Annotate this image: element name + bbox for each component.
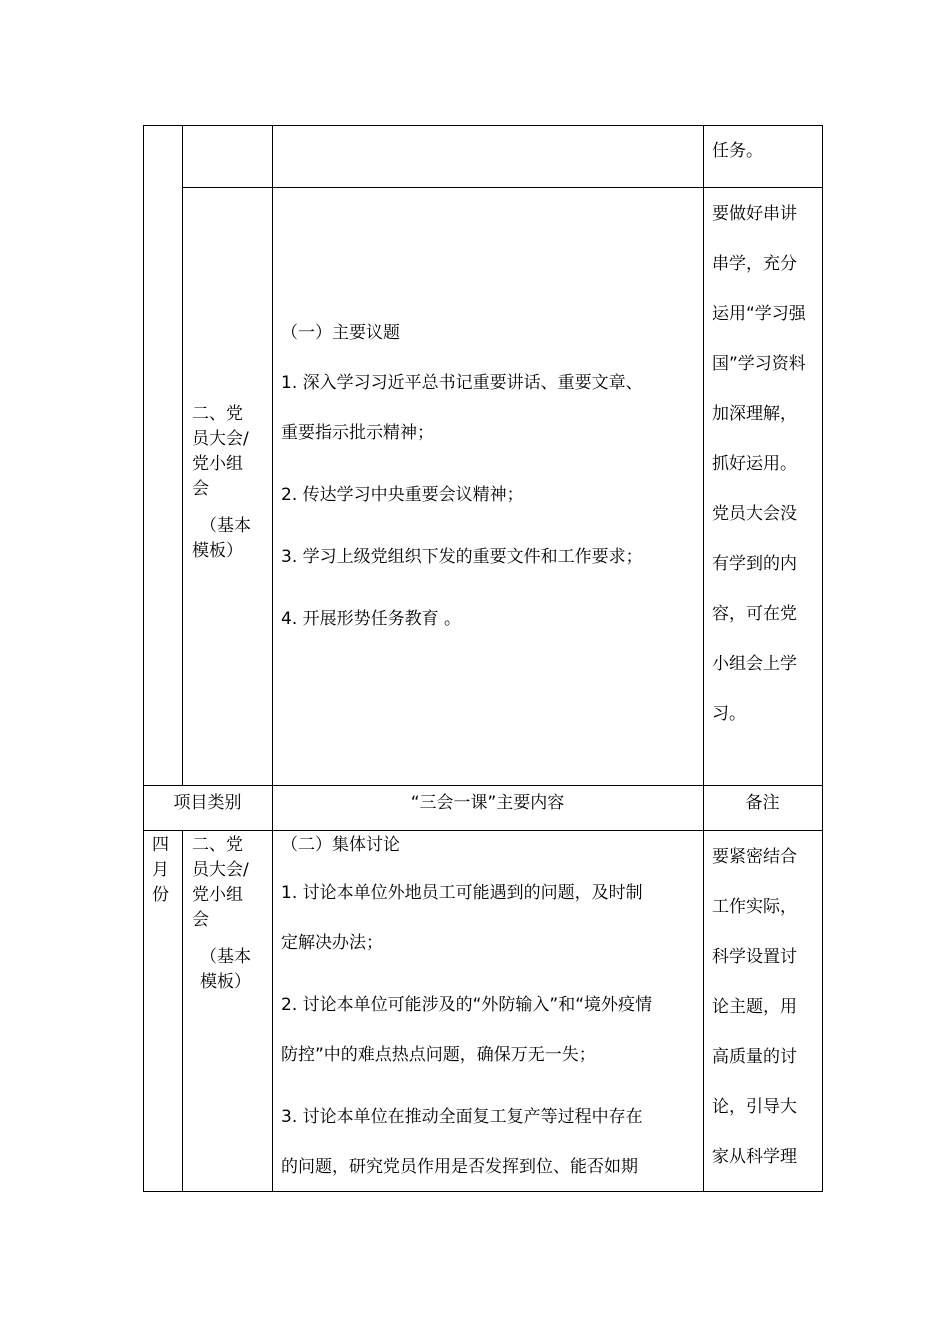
note-line: 容，可在党 — [712, 604, 797, 624]
note-line: 国”学习资料 — [712, 354, 806, 374]
category-line: 模板） — [200, 972, 251, 992]
category-line: 会 — [192, 479, 209, 499]
content-item: 定解决办法； — [281, 933, 383, 953]
row3-month — [152, 833, 169, 908]
note-line: 要紧密结合 — [712, 847, 797, 867]
note-line: 加深理解， — [712, 404, 797, 424]
row2-category — [192, 402, 251, 564]
content-heading: （二）集体讨论 — [281, 835, 400, 855]
note-line: 习。 — [712, 704, 746, 724]
note-line: 科学设置讨 — [712, 947, 797, 967]
row2-content — [281, 321, 643, 632]
content-item: 2. 讨论本单位可能涉及的“外防输入”和“境外疫情 — [281, 995, 653, 1015]
content-item: 的问题，研究党员作用是否发挥到位、能否如期 — [281, 1157, 638, 1177]
month-char: 份 — [152, 885, 169, 905]
note-line: 有学到的内 — [712, 554, 797, 574]
note-line: 串学，充分 — [712, 254, 797, 274]
header-note: 备注 — [745, 793, 780, 813]
content-item: 4. 开展形势任务教育 。 — [281, 609, 462, 629]
table-border-bottom — [143, 1191, 823, 1192]
note-line: 高质量的讨 — [712, 1047, 797, 1067]
row3-category — [192, 833, 251, 995]
note-line: 要做好串讲 — [712, 204, 797, 224]
content-item: 2. 传达学习中央重要会议精神； — [281, 485, 524, 505]
note-line: 论主题，用 — [712, 997, 797, 1017]
category-line: 员大会/ — [192, 429, 249, 449]
category-line: （基本 — [200, 947, 251, 967]
category-line: 员大会/ — [192, 860, 249, 880]
category-line: 模板） — [192, 541, 243, 561]
note-line: 党员大会没 — [712, 504, 797, 524]
col-divider-1-lower — [182, 830, 183, 1192]
table-border-right — [822, 125, 823, 1192]
content-heading: （一）主要议题 — [281, 323, 400, 343]
note-line: 任务。 — [712, 141, 763, 161]
content-item: 重要指示批示精神； — [281, 423, 434, 443]
header-top-border — [143, 785, 823, 786]
month-char: 月 — [152, 860, 169, 880]
content-item: 1. 深入学习习近平总书记重要讲话、重要文章、 — [281, 373, 643, 393]
content-item: 3. 讨论本单位在推动全面复工复产等过程中存在 — [281, 1107, 643, 1127]
category-line: 党小组 — [192, 885, 243, 905]
header-category: 项目类别 — [173, 793, 242, 813]
row2-note — [712, 189, 806, 739]
content-item: 防控”中的难点热点问题，确保万无一失； — [281, 1045, 596, 1065]
col-divider-2 — [272, 125, 273, 1192]
category-line: 会 — [192, 910, 209, 930]
table-border-top — [143, 125, 823, 126]
table-border-left — [143, 125, 144, 1192]
header-content: “三会一课”主要内容 — [410, 793, 565, 813]
note-line: 家从科学理 — [712, 1147, 797, 1167]
note-line: 论，引导大 — [712, 1097, 797, 1117]
category-line: 二、党 — [192, 404, 243, 424]
note-line: 运用“学习强 — [712, 304, 806, 324]
content-item: 3. 学习上级党组织下发的重要文件和工作要求； — [281, 547, 643, 567]
category-line: 二、党 — [192, 835, 243, 855]
month-char: 四 — [152, 835, 169, 855]
row3-note — [712, 832, 797, 1182]
col-divider-3 — [703, 125, 704, 1192]
header-bottom-border — [143, 830, 823, 831]
row1-note — [712, 139, 763, 164]
row1-bottom-border — [182, 187, 823, 188]
category-line: 党小组 — [192, 454, 243, 474]
row3-content — [281, 833, 652, 1180]
col-divider-1-upper — [182, 125, 183, 786]
content-item: 1. 讨论本单位外地员工可能遇到的问题，及时制 — [281, 883, 643, 903]
category-line: （基本 — [200, 516, 251, 536]
note-line: 小组会上学 — [712, 654, 797, 674]
note-line: 工作实际， — [712, 897, 797, 917]
note-line: 抓好运用。 — [712, 454, 797, 474]
